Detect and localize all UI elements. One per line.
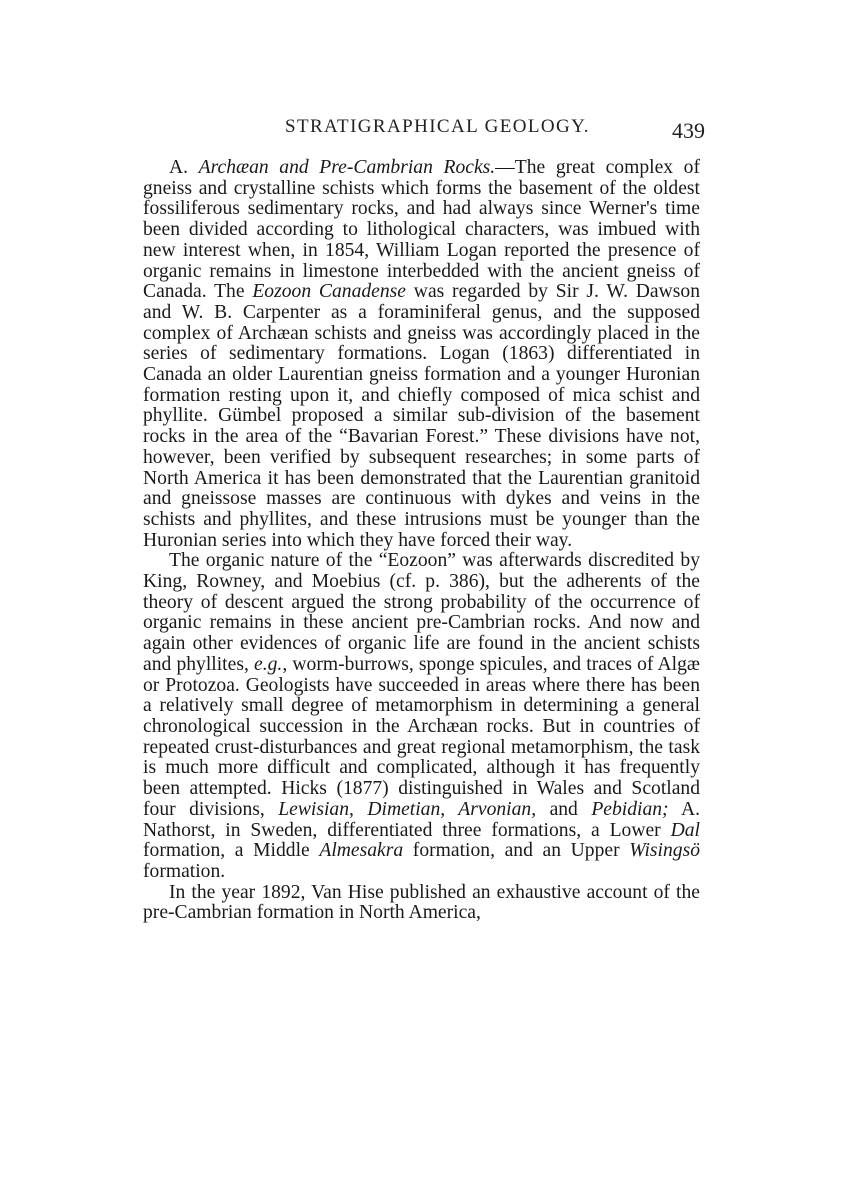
italic-term: Eozoon Canadense (252, 281, 406, 303)
italic-term: Wisingsö (629, 840, 701, 862)
text-run: , worm-burrows, sponge spicules, and traces of Algæ or Protozoa. Geologists have succeeded in areas where there has been a relatively small degree of metamorphism in determining a general chronological succession in the Archæan rocks. But in countries of repeated crust-disturbances and great regional metamorphism, the task is much more difficult and complicated, although it has frequently been attempted. Hicks (1877) distinguished in Wales and Scotland four divisions, (143, 653, 700, 820)
italic-term: Dal (670, 819, 700, 841)
text-run: A. Nathorst, in Sweden, differentiated three formations, a Lower (143, 798, 700, 841)
italic-term: Lewisian, Dimetian, Arvonian, (278, 798, 537, 820)
page-number: 439 (672, 118, 705, 143)
body-text (143, 158, 700, 924)
text-run: The organic nature of the “Eozoon” was afterwards discredited by King, Rowney, and Moebius (cf. p. 386), but the adherents of the theory of descent argued the strong probability of the occurrence of organic remains in these ancient pre-Cambrian rocks. And now and again other evidences of organic life are found in the ancient schists and phyllites, (143, 550, 700, 675)
paragraph-eozoon (143, 551, 700, 882)
italic-term: Archæan and Pre-Cambrian Rocks. (198, 157, 496, 178)
text-run: —The great complex of gneiss and crystalline schists which forms the basement of the oldest fossiliferous sedimentary rocks, and had always since Werner's time been divided according to lithological characters, was imbued with new interest when, in 1854, William Logan reported the presence of organic remains in limestone interbedded with the ancient gneiss of Canada. The (143, 157, 701, 303)
text-run: A. (169, 157, 199, 178)
text-run: formation. (143, 860, 226, 882)
page-header (145, 110, 705, 150)
italic-term: Almesakra (319, 840, 404, 862)
text-run: formation, a Middle (143, 840, 320, 862)
paragraph-van-hise (143, 883, 700, 924)
running-head: STRATIGRAPHICAL GEOLOGY. (285, 116, 590, 137)
text-run: was regarded by Sir J. W. Dawson and W. B. Carpenter as a foraminiferal genus, and the supposed complex of Archæan schists and gneiss was accordingly placed in the series of sedimentary formations. Logan (1863) differentiated in Canada an older Laurentian gneiss formation and a younger Huronian formation resting upon it, and chiefly composed of mica schist and phyllite. Gümbel proposed a similar sub-division of the basement rocks in the area of the “Bavarian Forest.” These divisions have not, however, been verified by subsequent researches; in some parts of North America it has been demonstrated that the Laurentian granitoid and gneissose masses are continuous with dykes and veins in the schists and phyllites, and these intrusions must be younger than the Huronian series into which they have forced their way. (143, 281, 700, 551)
text-run: formation, and an Upper (403, 840, 630, 862)
paragraph-archaean-rocks (143, 158, 700, 551)
italic-term: Pebidian; (591, 798, 669, 820)
text-run: and (536, 798, 592, 820)
text-run: In the year 1892, Van Hise published an exhaustive account of the pre-Cambrian formation in North America, (143, 881, 700, 924)
italic-term: e.g. (254, 653, 283, 675)
